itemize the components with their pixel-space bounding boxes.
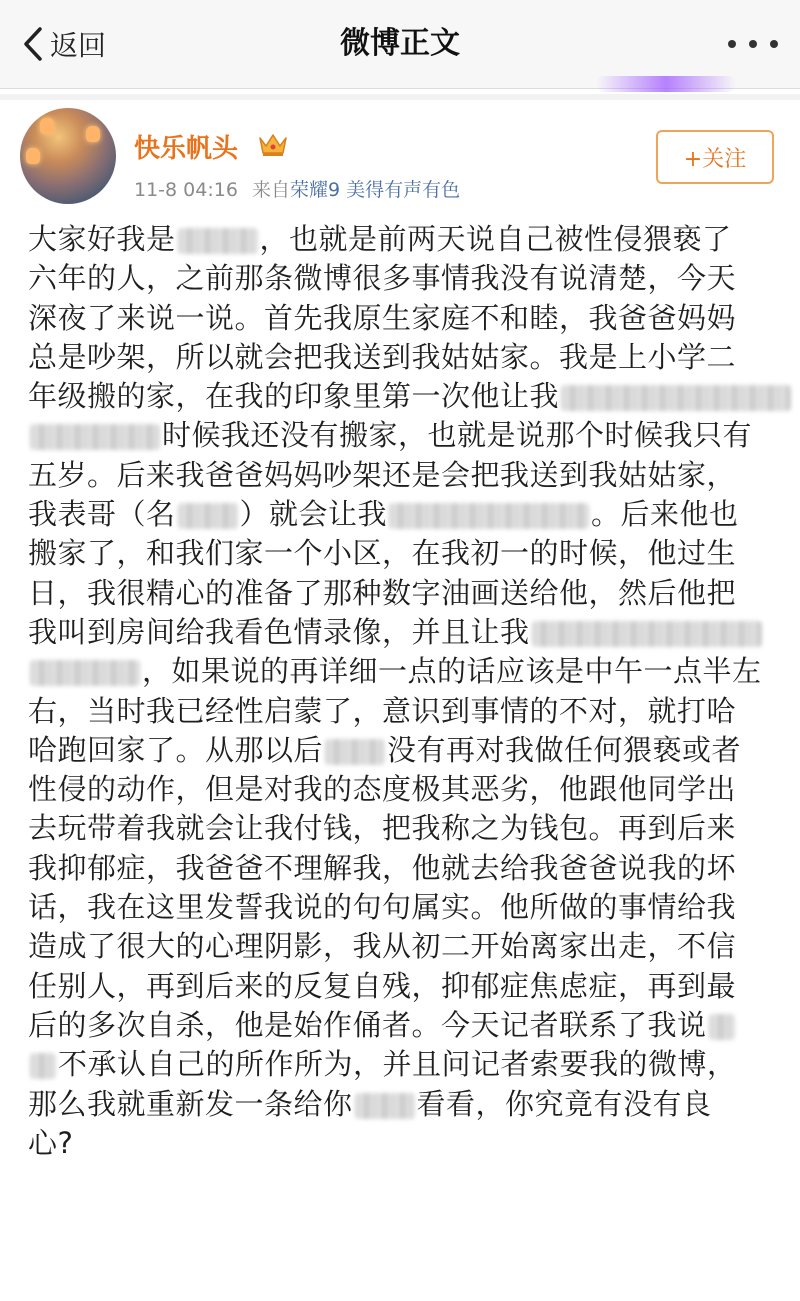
post-from: 来自 — [251, 179, 290, 201]
post-body-text: 深夜了来说一说。首先我原生家庭不和睦，我爸爸妈妈 — [28, 300, 737, 335]
more-dots-icon[interactable] — [728, 30, 778, 58]
post-source[interactable]: 荣耀9 美得有声有色 — [289, 179, 461, 201]
post-body-line — [28, 967, 780, 1006]
post-body-line — [28, 1045, 780, 1084]
post-body-text: 看看，你究竟有没有良 — [416, 1086, 712, 1121]
post-body-text: 。后来他也 — [591, 497, 739, 532]
header-divider — [0, 94, 800, 100]
post-body-line — [28, 495, 780, 534]
post-body-text: 右，当时我已经性启蒙了，意识到事情的不对，就打哈 — [28, 693, 737, 728]
post-body-text: 去玩带着我就会让我付钱，把我称之为钱包。再到后来 — [28, 811, 737, 846]
post-body-text: 六年的人，之前那条微博很多事情我没有说清楚，今天 — [28, 261, 737, 296]
redacted-text — [30, 660, 140, 686]
post-body-line — [28, 770, 780, 809]
redacted-text — [709, 1014, 735, 1040]
post-body-line — [28, 1124, 780, 1163]
post-body-text: 大家好我是 — [28, 222, 176, 256]
post-body-line — [28, 1006, 780, 1045]
redacted-text — [30, 424, 160, 450]
post-body-text: 总是吵架，所以就会把我送到我姑姑家。我是上小学二 — [28, 339, 737, 374]
post-body-text: 我抑郁症，我爸爸不理解我，他就去给我爸爸说我的坏 — [28, 850, 737, 885]
post-body-line — [28, 534, 780, 573]
redacted-text — [355, 1093, 415, 1119]
post-body-text: 日，我很精心的准备了那种数字油画送给他，然后他把 — [28, 575, 737, 610]
lantern-decoration — [26, 148, 40, 164]
post-body-line — [28, 299, 780, 338]
post-body-line — [28, 1085, 780, 1124]
top-navbar — [0, 0, 800, 89]
post-body-line — [28, 338, 780, 377]
follow-button[interactable]: +关注 — [656, 130, 774, 184]
lantern-decoration — [40, 118, 54, 134]
post-body-line — [28, 888, 780, 927]
post-body-line — [28, 220, 780, 259]
redacted-text — [532, 621, 762, 647]
post-body-line — [28, 849, 780, 888]
post-body-text: 没有再对我做任何猥亵或者 — [387, 732, 742, 767]
post-body-text: 性侵的动作，但是对我的态度极其恶劣，他跟他同学出 — [28, 772, 737, 807]
crown-icon — [258, 132, 288, 158]
post-body-text: 我叫到房间给我看色情录像，并且让我 — [28, 614, 530, 649]
post-body-line — [28, 377, 780, 416]
back-label: 返回 — [50, 29, 107, 62]
avatar[interactable] — [20, 108, 116, 204]
post-body-line — [28, 613, 780, 652]
more-dot — [728, 40, 736, 48]
post-body-text: 造成了很大的心理阴影，我从初二开始离家出走，不信 — [28, 929, 737, 964]
lantern-decoration — [86, 126, 100, 142]
post-body-text: 我表哥（名 — [28, 497, 176, 532]
post-time: 11-8 04:16 — [134, 179, 238, 201]
post-body-line — [28, 456, 780, 495]
post-body-line — [28, 652, 780, 691]
post-body-line — [28, 731, 780, 770]
post-body-line — [28, 809, 780, 848]
redacted-text — [30, 1053, 56, 1079]
post-body-text: ，也就是前两天说自己被性侵猥亵了 — [259, 222, 732, 256]
post-body-text: 那么我就重新发一条给你 — [28, 1086, 353, 1121]
nav-decoration — [596, 76, 736, 92]
post-body-text: 心? — [28, 1125, 74, 1160]
post-body-text: 搬家了，和我们家一个小区，在我初一的时候，他过生 — [28, 536, 737, 571]
post-body — [28, 220, 780, 1163]
post-body-text: 话，我在这里发誓我说的句句属实。他所做的事情给我 — [28, 890, 737, 925]
redacted-text — [325, 739, 385, 765]
post-body-line — [28, 927, 780, 966]
post-body-text: ，如果说的再详细一点的话应该是中午一点半左 — [142, 654, 762, 689]
redacted-text — [178, 228, 258, 254]
post-body-line — [28, 692, 780, 731]
post-body-text: 五岁。后来我爸爸妈妈吵架还是会把我送到我姑姑家， — [28, 457, 737, 492]
post-body-line — [28, 259, 780, 298]
post-body-text: 后的多次自杀，他是始作俑者。今天记者联系了我说 — [28, 1007, 707, 1042]
redacted-text — [389, 503, 589, 529]
more-dot — [749, 40, 757, 48]
post-meta — [134, 175, 460, 202]
post-body-line — [28, 416, 780, 455]
page-title: 微博正文 — [340, 26, 460, 61]
redacted-text — [178, 503, 238, 529]
post-body-text: ）就会让我 — [239, 497, 388, 532]
redacted-text — [561, 385, 791, 411]
post-body-text: 不承认自己的所作所为，并且问记者索要我的微博， — [58, 1047, 737, 1082]
post-body-text: 时候我还没有搬家，也就是说那个时候我只有 — [162, 418, 753, 453]
post-body-line — [28, 574, 780, 613]
post-body-text: 任别人，再到后来的反复自残，抑郁症焦虑症，再到最 — [28, 968, 737, 1003]
author-name[interactable]: 快乐帆头 — [134, 134, 239, 164]
more-dot — [770, 40, 778, 48]
post-body-text: 年级搬的家，在我的印象里第一次他让我 — [28, 379, 560, 414]
post-body-text: 哈跑回家了。从那以后 — [28, 732, 324, 767]
